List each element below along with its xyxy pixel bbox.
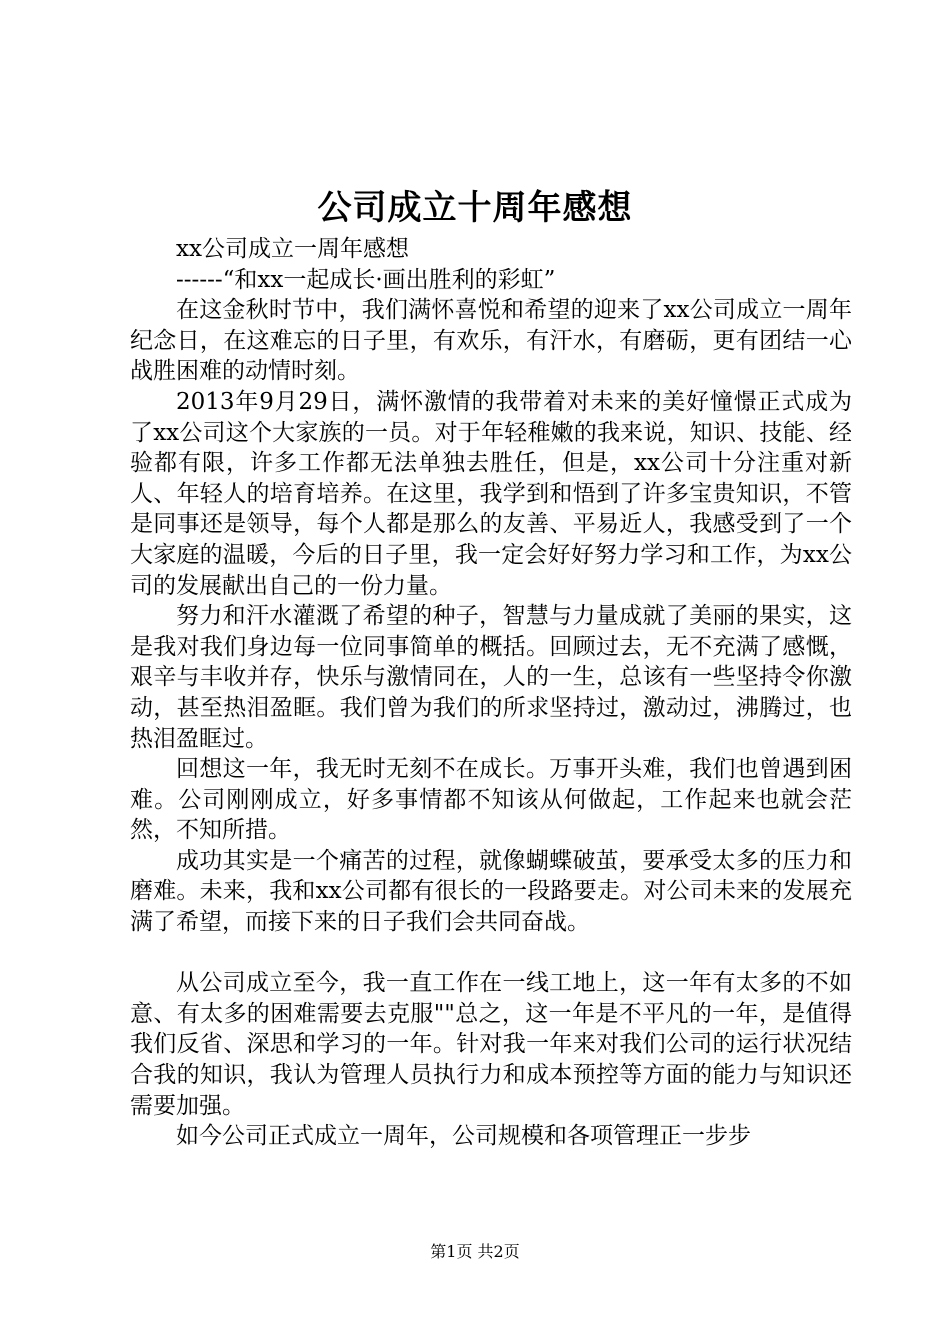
page-indicator: 第1页 共2页 [430, 1242, 520, 1261]
paragraph: 2013年9月29日，满怀激情的我带着对未来的美好憧憬正式成为了xx公司这个大家族的一员。对于年轻稚嫩的我来说，知识、技能、经验都有限，许多工作都无法单独去胜任，但是，xx公司十分注重对新人、年轻人的培育培养。在这里，我学到和悟到了许多宝贵知识，不管是同事还是领导，每个人都是那么的友善、平易近人，我感受到了一个大家庭的温暖，今后的日子里，我一定会好好努力学习和工作，为xx公司的发展献出自己的一份力量。 [130, 388, 852, 599]
paragraph: 回想这一年，我无时无刻不在成长。万事开头难，我们也曾遇到困难。公司刚刚成立，好多事情都不知该从何做起，工作起来也就会茫然，不知所措。 [130, 756, 852, 844]
paragraph: 从公司成立至今，我一直工作在一线工地上，这一年有太多的不如意、有太多的困难需要去克服""总之，这一年是不平凡的一年，是值得我们反省、深思和学习的一年。针对我一年来对我们公司的运行状况结合我的知识，我认为管理人员执行力和成本预控等方面的能力与知识还需要加强。 [130, 970, 852, 1119]
paragraph-slogan: ------“和xx一起成长·画出胜利的彩虹” [176, 266, 556, 293]
document-title: 公司成立十周年感想 [317, 188, 633, 228]
paragraph: 努力和汗水灌溉了希望的种子，智慧与力量成就了美丽的果实，这是我对我们身边每一位同事简单的概括。回顾过去，无不充满了感慨，艰辛与丰收并存，快乐与激情同在，人的一生，总该有一些坚持令你激动，甚至热泪盈眶。我们曾为我们的所求坚持过，激动过，沸腾过，也热泪盈眶过。 [130, 603, 852, 752]
paragraph: 在这金秋时节中，我们满怀喜悦和希望的迎来了xx公司成立一周年纪念日，在这难忘的日子里，有欢乐，有汗水，有磨砺，更有团结一心战胜困难的动情时刻。 [130, 297, 852, 385]
blank-line [130, 938, 852, 969]
paragraph: 成功其实是一个痛苦的过程，就像蝴蝶破茧，要承受太多的压力和磨难。未来，我和xx公司都有很长的一段路要走。对公司未来的发展充满了希望，而接下来的日子我们会共同奋战。 [130, 847, 852, 936]
document-body [130, 234, 852, 1152]
paragraph-subtitle: xx公司成立一周年感想 [176, 236, 409, 262]
paragraph: 如今公司正式成立一周年，公司规模和各项管理正一步步 [176, 1123, 751, 1150]
